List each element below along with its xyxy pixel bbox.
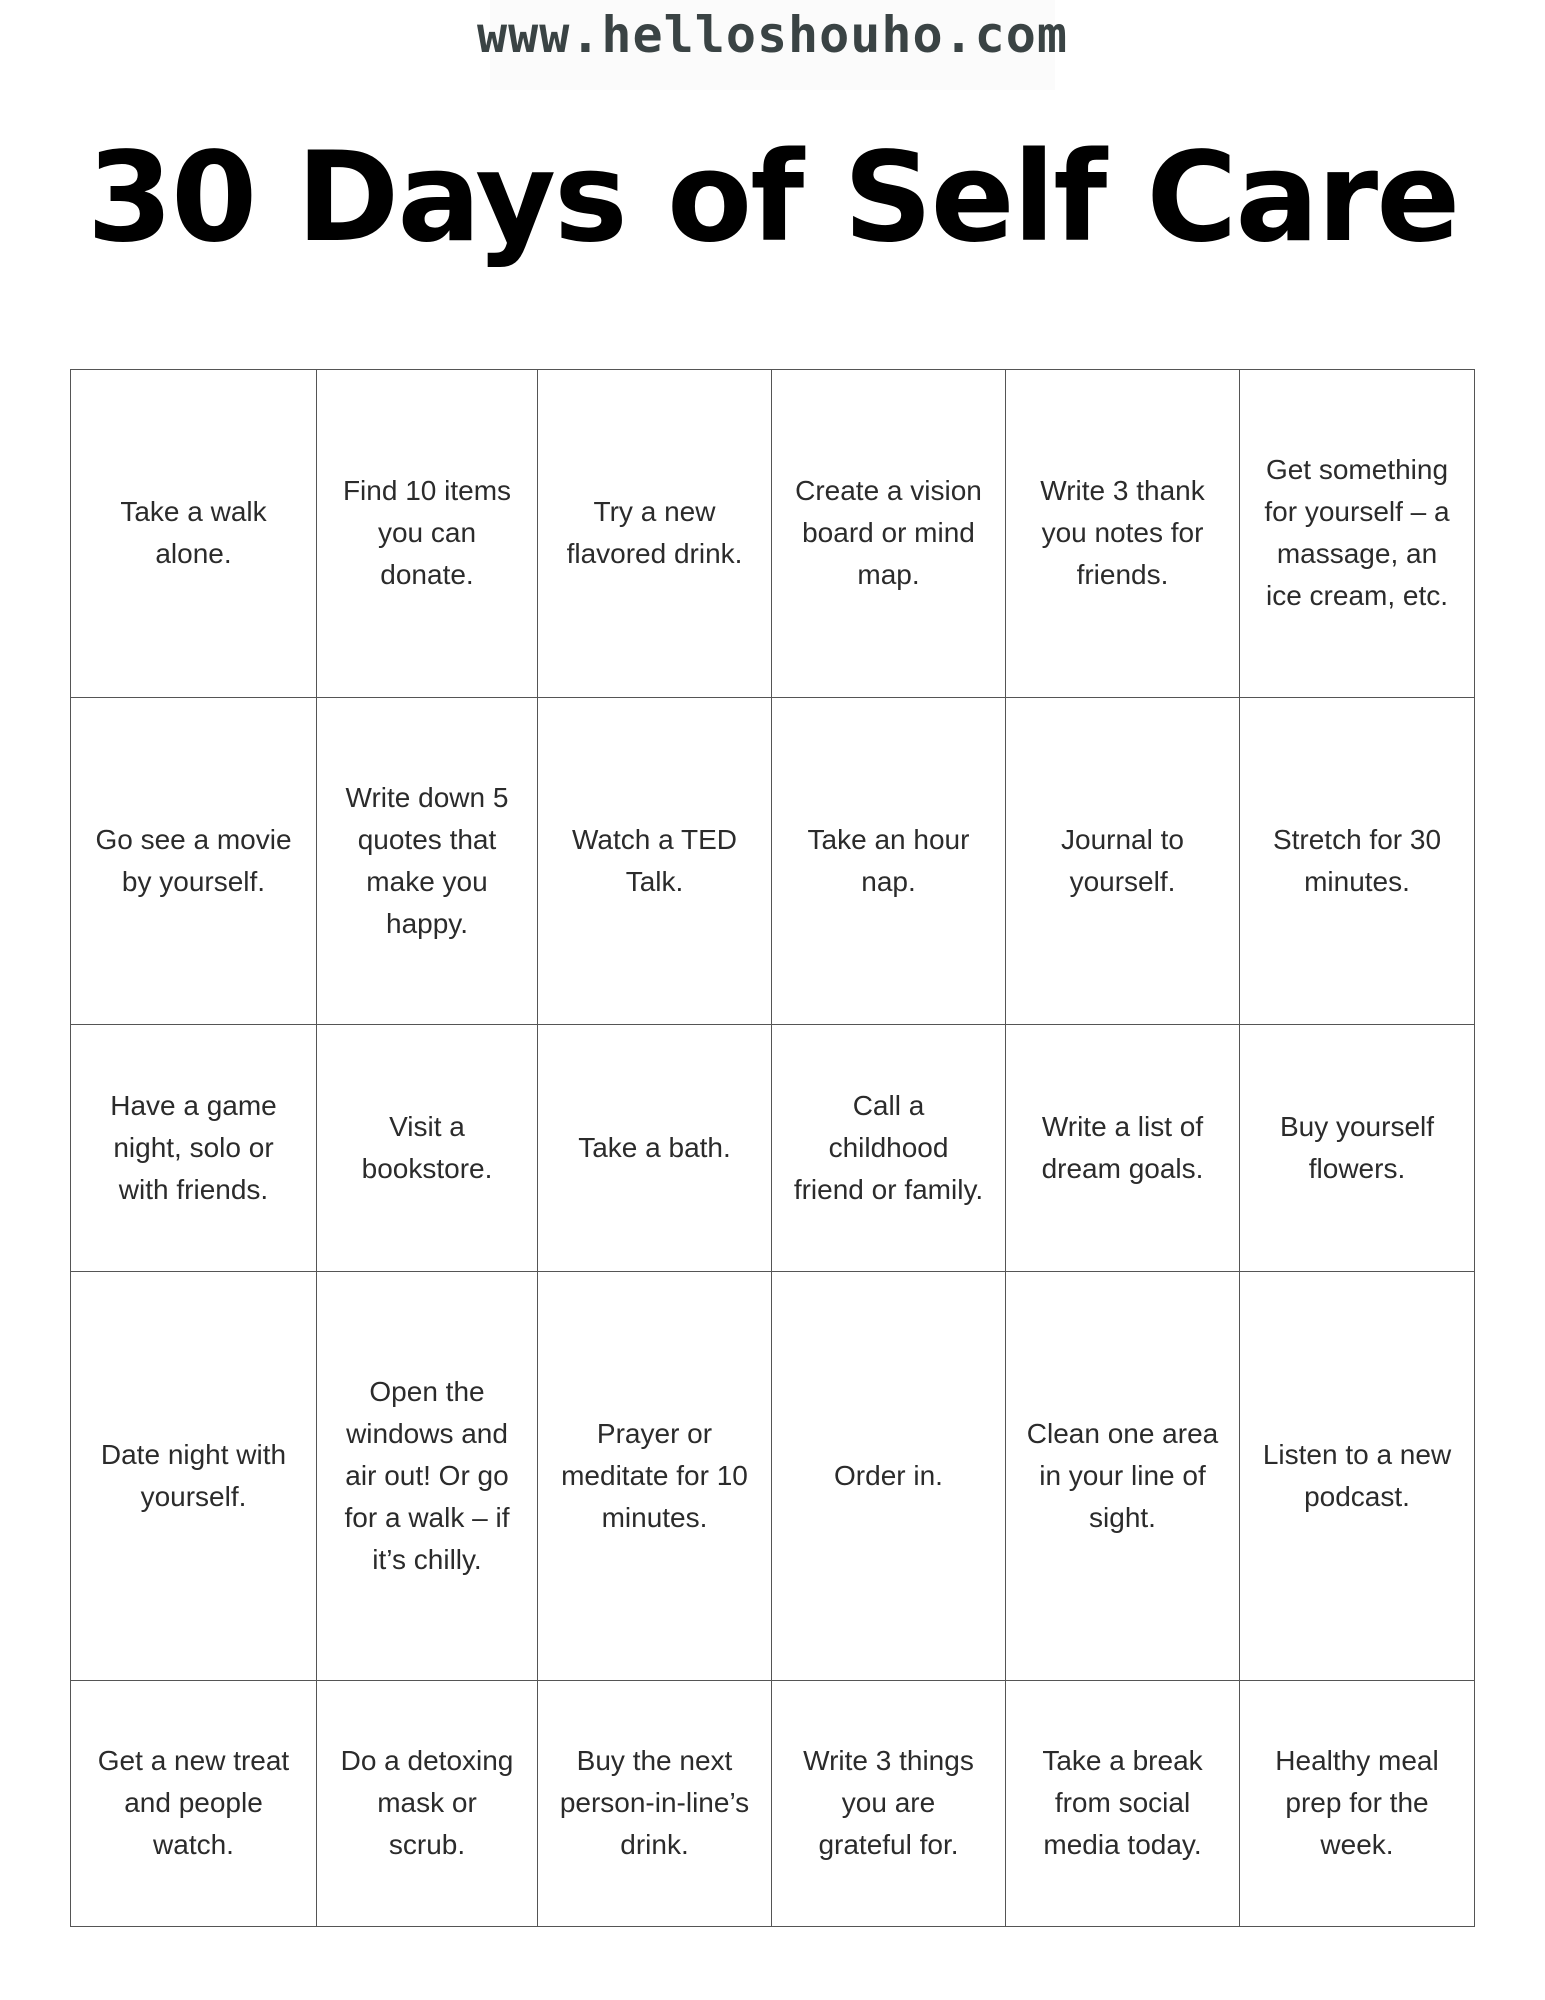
grid-cell: Clean one area in your line of sight. — [1006, 1271, 1240, 1680]
grid-cell: Buy the next person-in-line’s drink. — [538, 1680, 772, 1926]
grid-row — [71, 1025, 1475, 1271]
grid-cell: Call a childhood friend or family. — [772, 1025, 1006, 1271]
grid-cell: Healthy meal prep for the week. — [1240, 1680, 1475, 1926]
grid-cell: Take a bath. — [538, 1025, 772, 1271]
grid-cell: Journal to yourself. — [1006, 697, 1240, 1025]
grid-cell: Have a game night, solo or with friends. — [71, 1025, 317, 1271]
grid-cell: Go see a movie by yourself. — [71, 697, 317, 1025]
grid-cell: Try a new flavored drink. — [538, 370, 772, 698]
grid-cell: Date night with yourself. — [71, 1271, 317, 1680]
page-title: 30 Days of Self Care — [86, 126, 1459, 270]
grid-cell: Take an hour nap. — [772, 697, 1006, 1025]
grid-row — [71, 370, 1475, 698]
grid-cell: Open the windows and air out! Or go for a walk – if it’s chilly. — [317, 1271, 538, 1680]
grid-cell: Watch a TED Talk. — [538, 697, 772, 1025]
grid-cell: Buy yourself flowers. — [1240, 1025, 1475, 1271]
grid-cell: Take a break from social media today. — [1006, 1680, 1240, 1926]
grid-cell: Do a detoxing mask or scrub. — [317, 1680, 538, 1926]
grid-cell: Listen to a new podcast. — [1240, 1271, 1475, 1680]
self-care-calendar-grid — [70, 369, 1475, 1927]
grid-cell: Take a walk alone. — [71, 370, 317, 698]
grid-cell: Get a new treat and people watch. — [71, 1680, 317, 1926]
grid-cell: Find 10 items you can donate. — [317, 370, 538, 698]
grid-cell: Get something for yourself – a massage, an ice cream, etc. — [1240, 370, 1475, 698]
grid-cell: Visit a bookstore. — [317, 1025, 538, 1271]
grid-cell: Prayer or meditate for 10 minutes. — [538, 1271, 772, 1680]
site-url: www.helloshouho.com — [477, 6, 1068, 64]
grid-row — [71, 1271, 1475, 1680]
grid-cell: Write down 5 quotes that make you happy. — [317, 697, 538, 1025]
grid-cell: Write 3 thank you notes for friends. — [1006, 370, 1240, 698]
grid-cell: Write a list of dream goals. — [1006, 1025, 1240, 1271]
grid-row — [71, 697, 1475, 1025]
grid-cell: Create a vision board or mind map. — [772, 370, 1006, 698]
grid-cell: Write 3 things you are grateful for. — [772, 1680, 1006, 1926]
grid-row — [71, 1680, 1475, 1926]
grid-cell: Order in. — [772, 1271, 1006, 1680]
grid-cell: Stretch for 30 minutes. — [1240, 697, 1475, 1025]
